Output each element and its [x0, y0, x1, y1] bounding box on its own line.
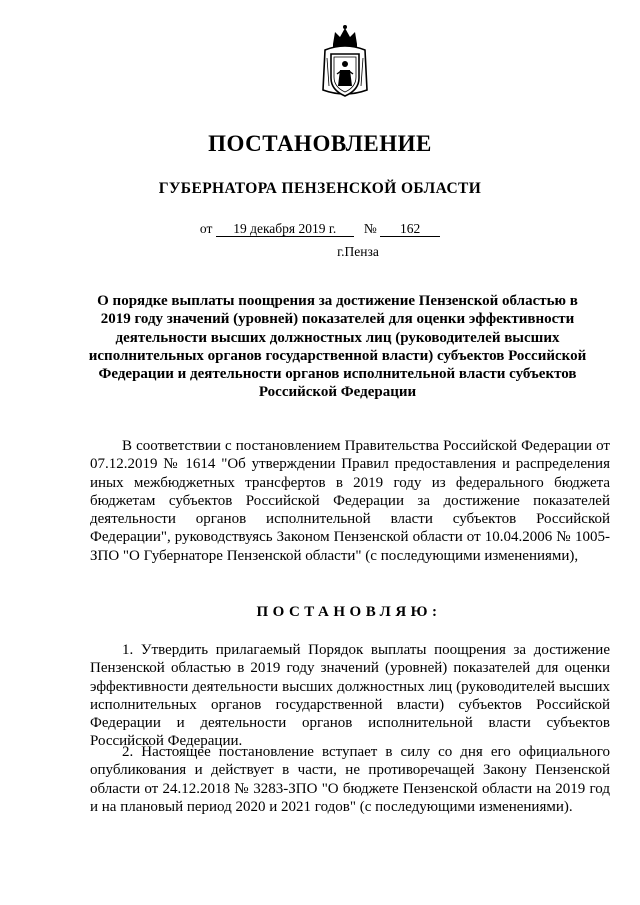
number-sign: №: [363, 221, 377, 236]
document-date: 19 декабря 2019 г.: [216, 221, 354, 237]
list-item: 2. Настоящее постановление вступает в силу со дня его официального опубликования и действует в части, не противоречащей Закону Пензенской области от 24.12.2018 № 3283-ЗПО "О бюджете Пензенской области на 2019 год и на плановый период 2020 и 2021 годов" (с последующими изменениями).: [90, 744, 610, 815]
date-prefix: от: [199, 221, 213, 236]
document-city: г.Пенза: [337, 244, 379, 259]
intro-paragraph: В соответствии с постановлением Правительства Российской Федерации от 07.12.2019 № 1614 "Об утверждении Правил предоставления и распределения иных межбюджетных трансфертов в 2019 году из федерального бюджета бюджетам субъектов Российской Федерации за достижение показателей деятельности органов исполнительной власти субъектов Российской Федерации", руководствуясь Законом Пензенской области от 10.04.2006 № 1005-ЗПО "О Губернаторе Пензенской области" (с последующими изменениями),: [90, 438, 610, 564]
document-heading: О порядке выплаты поощрения за достижение Пензенской областью в 2019 году значений (уровней) показателей для оценки эффективности деятельности высших должностных лиц (руководителей высших исполнительных органов государственной власти) субъектов Российской Федерации и деятельности органов исполнительной власти субъектов Российской Федерации: [88, 293, 587, 401]
coat-of-arms-icon: [319, 24, 371, 102]
list-item: 1. Утвердить прилагаемый Порядок выплаты поощрения за достижение Пензенской областью в 2019 году значений (уровней) показателей для оценки эффективности деятельности высших должностных лиц (руководителей высших исполнительных органов государственной власти) субъектов Российской Федерации и деятельности органов исполнительной власти субъектов Российской Федерации.: [90, 642, 610, 750]
decree-word: ПОСТАНОВЛЯЮ:: [256, 604, 442, 620]
date-number-line: [0, 221, 640, 237]
document-title: ПОСТАНОВЛЕНИЕ: [208, 131, 432, 156]
document-subtitle: ГУБЕРНАТОРА ПЕНЗЕНСКОЙ ОБЛАСТИ: [158, 180, 482, 197]
document-number: 162: [380, 221, 440, 237]
